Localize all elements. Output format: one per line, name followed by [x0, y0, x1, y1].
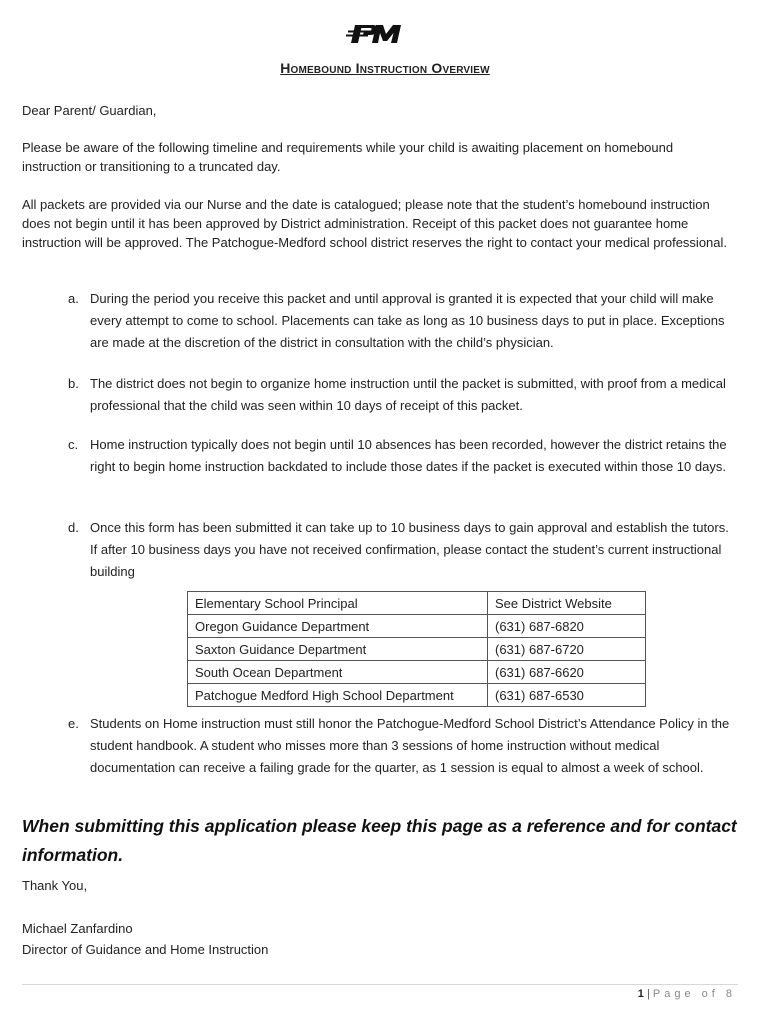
packet-paragraph: All packets are provided via our Nurse and the date is catalogued; please note that the student’s homebound instruction does not begin until it has been approved by District administration. Receipt of this packet does not guarantee home instruction will be approved. The Patchogue-Medford school district reserves the right to contact your medical professional. [22, 197, 728, 250]
page-footer [638, 988, 736, 1000]
reference-notice: When submitting this application please keep this page as a reference and for contact information. [22, 816, 737, 865]
list-item-text: Once this form has been submitted it can take up to 10 business days to gain approval and establish the tutors. If after 10 business days you have not received confirmation, please contact the student’s current instructional building [90, 520, 729, 579]
list-marker: d. [68, 520, 79, 535]
list-item [22, 713, 734, 779]
list-marker: a. [68, 291, 79, 306]
district-logo [346, 22, 408, 46]
table-row [188, 684, 646, 707]
page-label: Page of 8 [652, 988, 736, 1000]
contact-phone: (631) 687-6530 [488, 684, 646, 707]
contact-phone: (631) 687-6820 [488, 615, 646, 638]
salutation: Dear Parent/ Guardian, [22, 103, 157, 118]
list-marker: c. [68, 437, 79, 452]
list-item [22, 288, 734, 354]
list-item-text: The district does not begin to organize home instruction until the packet is submitted, with proof from a medical professional that the child was seen within 10 days of receipt of this packet. [90, 376, 726, 413]
table-row [188, 661, 646, 684]
page-title: Homebound Instruction Overview [280, 60, 490, 76]
table-row [188, 592, 646, 615]
signer-title: Director of Guidance and Home Instruction [22, 942, 269, 957]
contact-name: Elementary School Principal [188, 592, 488, 615]
list-item [22, 373, 734, 417]
contact-name: Oregon Guidance Department [188, 615, 488, 638]
table-row [188, 638, 646, 661]
contact-name: Patchogue Medford High School Department [188, 684, 488, 707]
list-marker: b. [68, 376, 79, 391]
list-item-text: Home instruction typically does not begin until 10 absences has been recorded, however the district retains the right to begin home instruction backdated to include those dates if the packet is executed within those 10 days. [90, 437, 727, 474]
intro-paragraph: Please be aware of the following timeline and requirements while your child is awaiting placement on homebound instruction or transitioning to a truncated day. [22, 140, 674, 174]
contact-name: Saxton Guidance Department [188, 638, 488, 661]
contact-phone: See District Website [488, 592, 646, 615]
list-item-text: During the period you receive this packet and until approval is granted it is expected that your child will make every attempt to come to school. Placements can take as long as 10 business days to put in place. Exceptions are made at the discretion of the district in consultation with the child’s physician. [90, 291, 725, 350]
closing: Thank You, [22, 878, 88, 893]
footer-separator: | [646, 988, 650, 1000]
list-item [22, 517, 734, 583]
list-item-text: Students on Home instruction must still honor the Patchogue-Medford School District’s Attendance Policy in the student handbook. A student who misses more than 3 sessions of home instruction without medical documentation can receive a failing grade for the quarter, as 1 session is equal to almost a week of school. [90, 716, 730, 775]
contact-phone: (631) 687-6720 [488, 638, 646, 661]
contact-phone: (631) 687-6620 [488, 661, 646, 684]
list-item [22, 434, 734, 478]
page-number: 1 [637, 988, 644, 1000]
footer-divider [22, 984, 738, 985]
table-row [188, 615, 646, 638]
contact-name: South Ocean Department [188, 661, 488, 684]
signer-name: Michael Zanfardino [22, 921, 133, 936]
contact-table [187, 591, 646, 707]
list-marker: e. [68, 716, 79, 731]
